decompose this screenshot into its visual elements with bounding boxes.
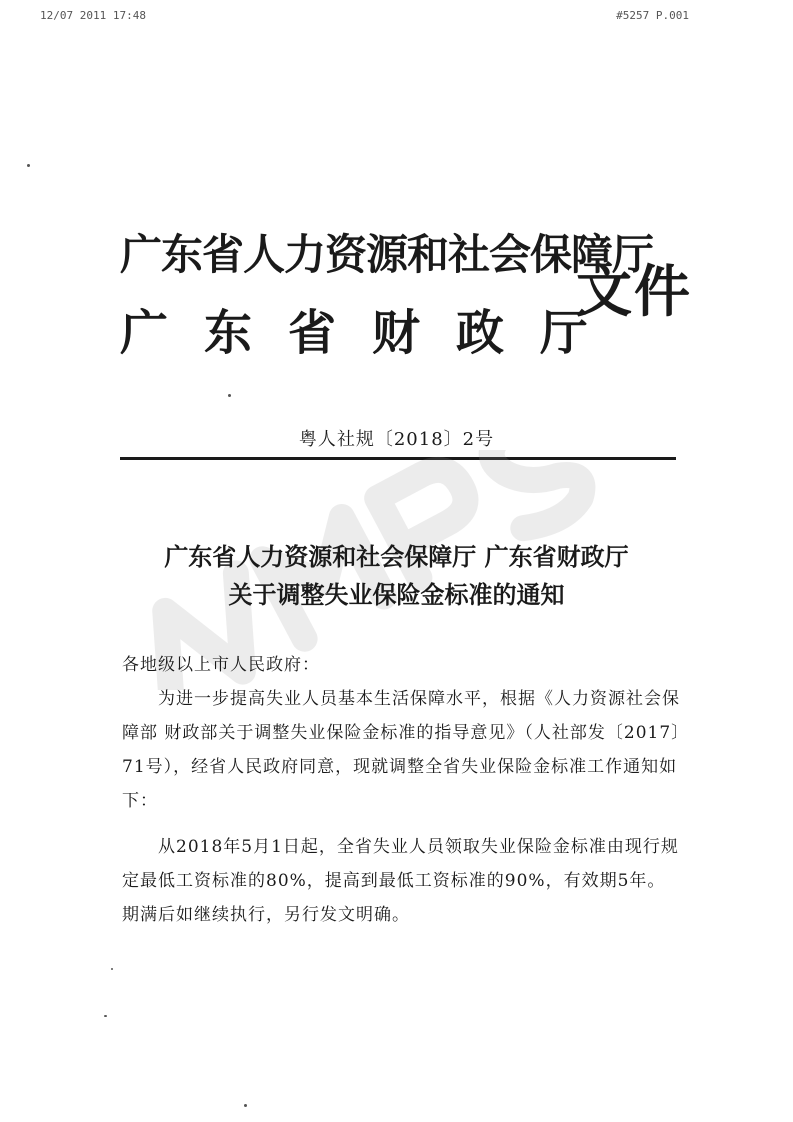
fax-header <box>0 9 793 25</box>
notice-title-line2: 关于调整失业保险金标准的通知 <box>228 580 565 609</box>
scan-speck <box>27 164 30 167</box>
salutation: 各地级以上市人民政府： <box>122 655 320 675</box>
scan-speck <box>104 1015 107 1017</box>
issuer-block <box>120 222 692 372</box>
scan-speck <box>111 968 113 970</box>
fax-page-id: #5257 P.001 <box>616 9 689 22</box>
body-paragraph: 为进一步提高失业人员基本生活保障水平，根据《人力资源社会保障部 财政部关于调整失业保险金标准的指导意见》（人社部发〔2017〕71号），经省人民政府同意，现就调整全省失业保险金标准工作通知如下： <box>122 689 681 811</box>
issuer-hrss: 广东省人力资源和社会保障厅 <box>120 230 654 279</box>
scan-speck <box>244 1104 247 1107</box>
document-number: 粤人社规〔2018〕2号 <box>298 429 495 450</box>
scan-speck <box>228 394 231 397</box>
notice-title-line1: 广东省人力资源和社会保障厅 广东省财政厅 <box>164 542 629 571</box>
document-suffix: 文件 <box>576 259 692 325</box>
fax-datetime: 12/07 2011 17:48 <box>40 9 146 22</box>
issuer-finance: 广东省财政厅 <box>120 305 625 361</box>
body-paragraph: 从2018年5月1日起，全省失业人员领取失业保险金标准由现行规定最低工资标准的80%，提高到最低工资标准的90%，有效期5年。期满后如继续执行，另行发文明确。 <box>122 837 679 925</box>
